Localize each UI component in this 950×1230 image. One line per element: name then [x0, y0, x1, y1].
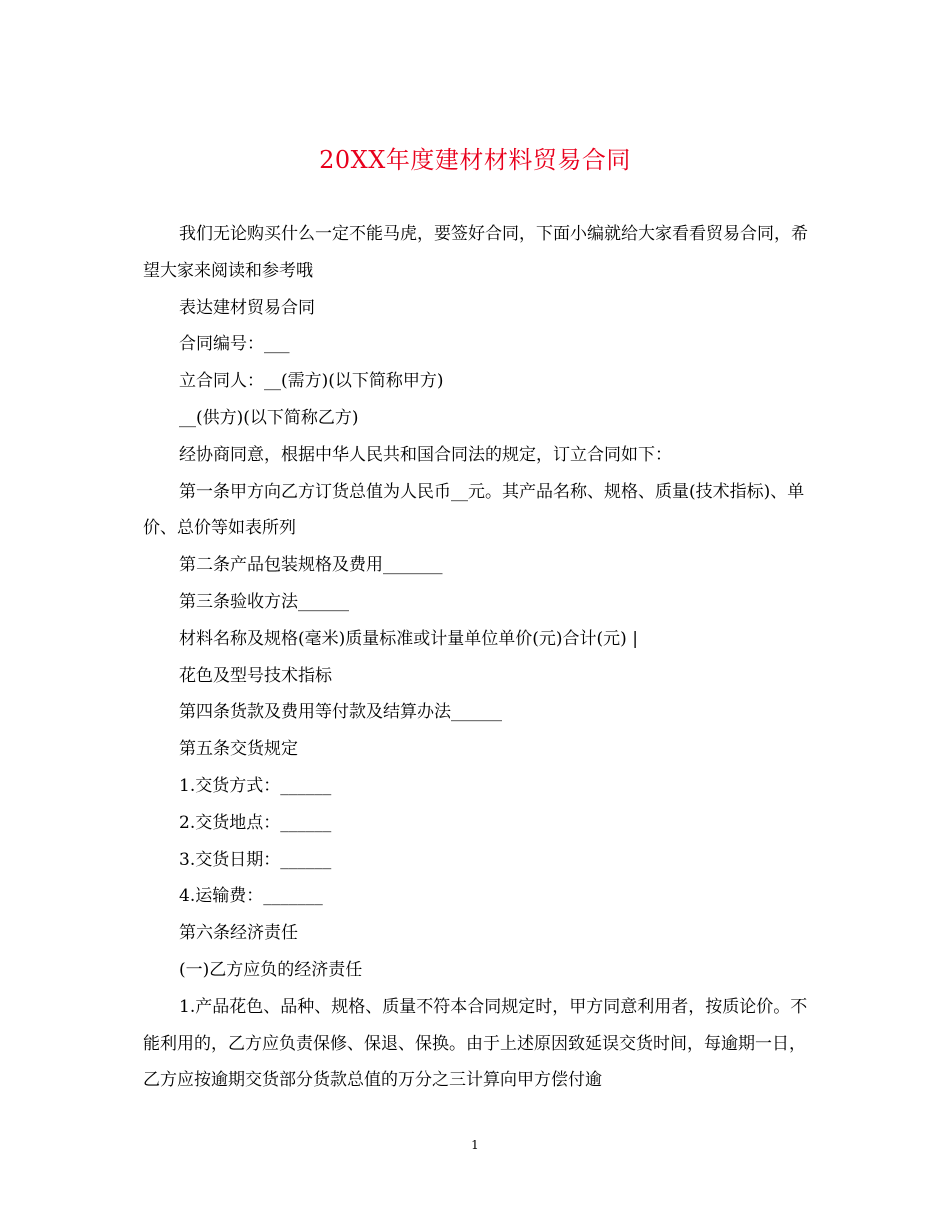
paragraph-contract-number: 合同编号：___ [179, 334, 290, 355]
paragraph-liability-1: 1.产品花色、品种、规格、质量不符本合同规定时，甲方同意利用者，按质论价。不能利用的，乙方应负责保修、保退、保换。由于上述原因致延误交货时间，每逾期一日，乙方应按逾期交货部分货款总值的万分之三计算向甲方偿付逾 [143, 996, 808, 1091]
paragraph-delivery-location: 2.交货地点：______ [179, 812, 332, 833]
document-title: 20XX年度建材材料贸易合同 [319, 146, 631, 174]
paragraph-article-1: 第一条甲方向乙方订货总值为人民币__元。其产品名称、规格、质量(技术指标)、单价、总价等如表所列 [143, 481, 805, 539]
paragraph-agreement: 经协商同意，根据中华人民共和国合同法的规定，订立合同如下： [179, 444, 672, 465]
paragraph-party-a: 立合同人：__(需方)(以下简称甲方) [179, 371, 444, 392]
document-body [143, 216, 808, 1099]
paragraph-article-3: 第三条验收方法______ [179, 591, 349, 612]
paragraph-delivery-date: 3.交货日期：______ [179, 849, 332, 870]
paragraph-intro: 我们无论购买什么一定不能马虎，要签好合同，下面小编就给大家看看贸易合同，希望大家来阅读和参考哦 [143, 224, 808, 281]
paragraph-article-5: 第五条交货规定 [179, 739, 298, 760]
page-number: 1 [471, 1138, 479, 1152]
paragraph-transport-fee: 4.运输费：_______ [179, 886, 323, 907]
paragraph-contract-heading: 表达建材贸易合同 [179, 297, 315, 318]
paragraph-article-4: 第四条货款及费用等付款及结算办法______ [179, 702, 502, 723]
paragraph-party-b-liability: (一)乙方应负的经济责任 [179, 959, 363, 980]
paragraph-article-6: 第六条经济责任 [179, 923, 298, 944]
paragraph-table-subheader: 花色及型号技术指标 [179, 665, 332, 686]
paragraph-delivery-method: 1.交货方式：______ [179, 775, 332, 796]
paragraph-article-2: 第二条产品包装规格及费用_______ [179, 555, 443, 576]
paragraph-table-header: 材料名称及规格(毫米)质量标准或计量单位单价(元)合计(元) | [179, 628, 638, 649]
paragraph-party-b: __(供方)(以下简称乙方) [179, 407, 359, 428]
